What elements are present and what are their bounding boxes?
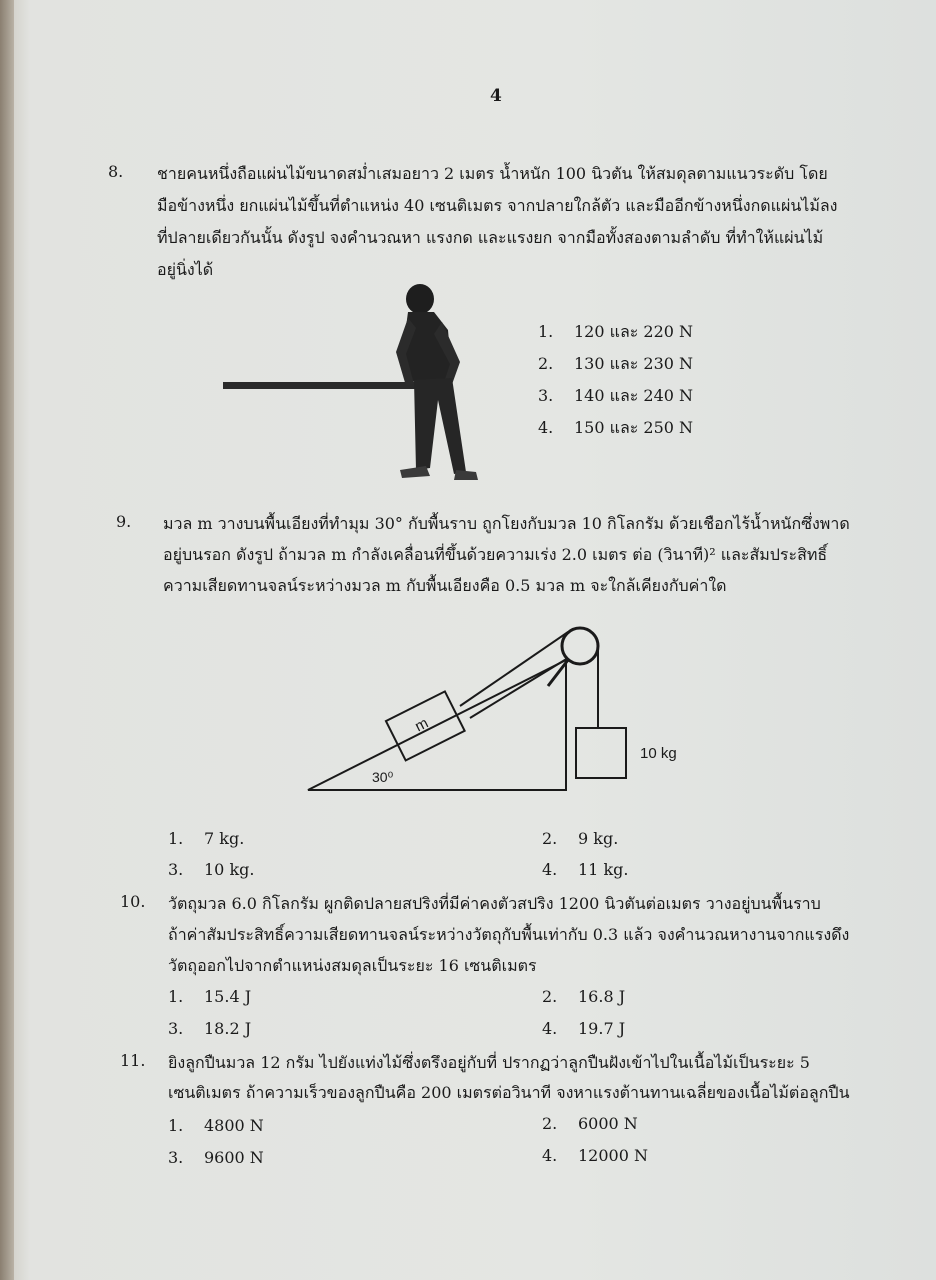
question-text-line: มวล m วางบนพื้นเอียงที่ทำมุม 30° กับพื้นราบ ถูกโยงกับมวล 10 กิโลกรัม ด้วยเชือกไร้น้ำหนักซึ่งพาด <box>163 514 850 533</box>
option[interactable]: 3. 18.2 J <box>168 1019 252 1038</box>
question-number: 11. <box>120 1051 146 1070</box>
block-m-label: m <box>412 714 432 736</box>
question-text-line: ถ้าค่าสัมประสิทธิ์ความเสียดทานจลน์ระหว่างวัตถุกับพื้นเท่ากับ 0.3 แล้ว จงคำนวณหางานจากแรงดึง <box>168 925 850 944</box>
option[interactable]: 1. 15.4 J <box>168 987 252 1006</box>
option[interactable]: 4. 11 kg. <box>542 860 629 879</box>
option[interactable]: 1. 7 kg. <box>168 829 245 848</box>
option[interactable]: 1. 120 และ 220 N <box>538 322 694 341</box>
question-text-line: มือข้างหนึ่ง ยกแผ่นไม้ขึ้นที่ตำแหน่ง 40 เซนติเมตร จากปลายใกล้ตัว และมืออีกข้างหนึ่งกดแผ่นไม้ลง <box>157 196 838 215</box>
hanging-mass-label: 10 kg <box>640 745 677 762</box>
pulley <box>562 628 598 664</box>
man-holding-plank-figure <box>220 282 495 482</box>
incline-plane <box>308 660 566 790</box>
question-text-line: เซนติเมตร ถ้าความเร็วของลูกปืนคือ 200 เมตรต่อวินาที จงหาแรงต้านทานเฉลี่ยของเนื้อไม้ต่อลูกปืน <box>168 1083 850 1102</box>
question-text-line: วัตถุมวล 6.0 กิโลกรัม ผูกติดปลายสปริงที่มีค่าคงตัวสปริง 1200 นิวตันต่อเมตร วางอยู่บนพื้นราบ <box>168 894 821 913</box>
book-spine-shadow <box>0 0 14 1280</box>
option[interactable]: 1. 4800 N <box>168 1116 264 1135</box>
question-text-line: วัตถุออกไปจากตำแหน่งสมดุลเป็นระยะ 16 เซนติเมตร <box>168 956 537 975</box>
option[interactable]: 3. 9600 N <box>168 1148 264 1167</box>
incline-pulley-figure <box>300 618 700 798</box>
angle-label: 30⁰ <box>372 769 394 785</box>
question-text-line: ที่ปลายเดียวกันนั้น ดังรูป จงคำนวณหา แรงกด และแรงยก จากมือทั้งสองตามลำดับ ที่ทำให้แผ่นไม้ <box>157 228 824 247</box>
option[interactable]: 3. 10 kg. <box>168 860 255 879</box>
hanging-mass <box>576 728 626 778</box>
question-text-line: ชายคนหนึ่งถือแผ่นไม้ขนาดสม่ำเสมอยาว 2 เมตร น้ำหนัก 100 นิวตัน ให้สมดุลตามแนวระดับ โดย <box>157 164 828 183</box>
option[interactable]: 3. 140 และ 240 N <box>538 386 694 405</box>
question-number: 10. <box>120 892 146 911</box>
question-text-line: ความเสียดทานจลน์ระหว่างมวล m กับพื้นเอียงคือ 0.5 มวล m จะใกล้เคียงกับค่าใด <box>163 576 727 595</box>
option[interactable]: 4. 12000 N <box>542 1146 648 1165</box>
option[interactable]: 2. 6000 N <box>542 1114 638 1133</box>
question-number: 8. <box>108 162 124 181</box>
option[interactable]: 4. 150 และ 250 N <box>538 418 694 437</box>
option[interactable]: 4. 19.7 J <box>542 1019 626 1038</box>
page-number: 4 <box>490 86 502 106</box>
question-text-line: อยู่นิ่งได้ <box>157 260 214 279</box>
option[interactable]: 2. 130 และ 230 N <box>538 354 694 373</box>
question-text-line: ยิงลูกปืนมวล 12 กรัม ไปยังแท่งไม้ซึ่งตรึงอยู่กับที่ ปรากฏว่าลูกปืนฝังเข้าไปในเนื้อไม้เป็นระยะ 5 <box>168 1053 810 1072</box>
question-text-line: อยู่บนรอก ดังรูป ถ้ามวล m กำลังเคลื่อนที่ขึ้นด้วยความเร่ง 2.0 เมตร ต่อ (วินาที)² และสัมประสิทธิ์ <box>163 545 828 564</box>
question-number: 9. <box>116 512 132 531</box>
option[interactable]: 2. 16.8 J <box>542 987 626 1006</box>
option[interactable]: 2. 9 kg. <box>542 829 619 848</box>
